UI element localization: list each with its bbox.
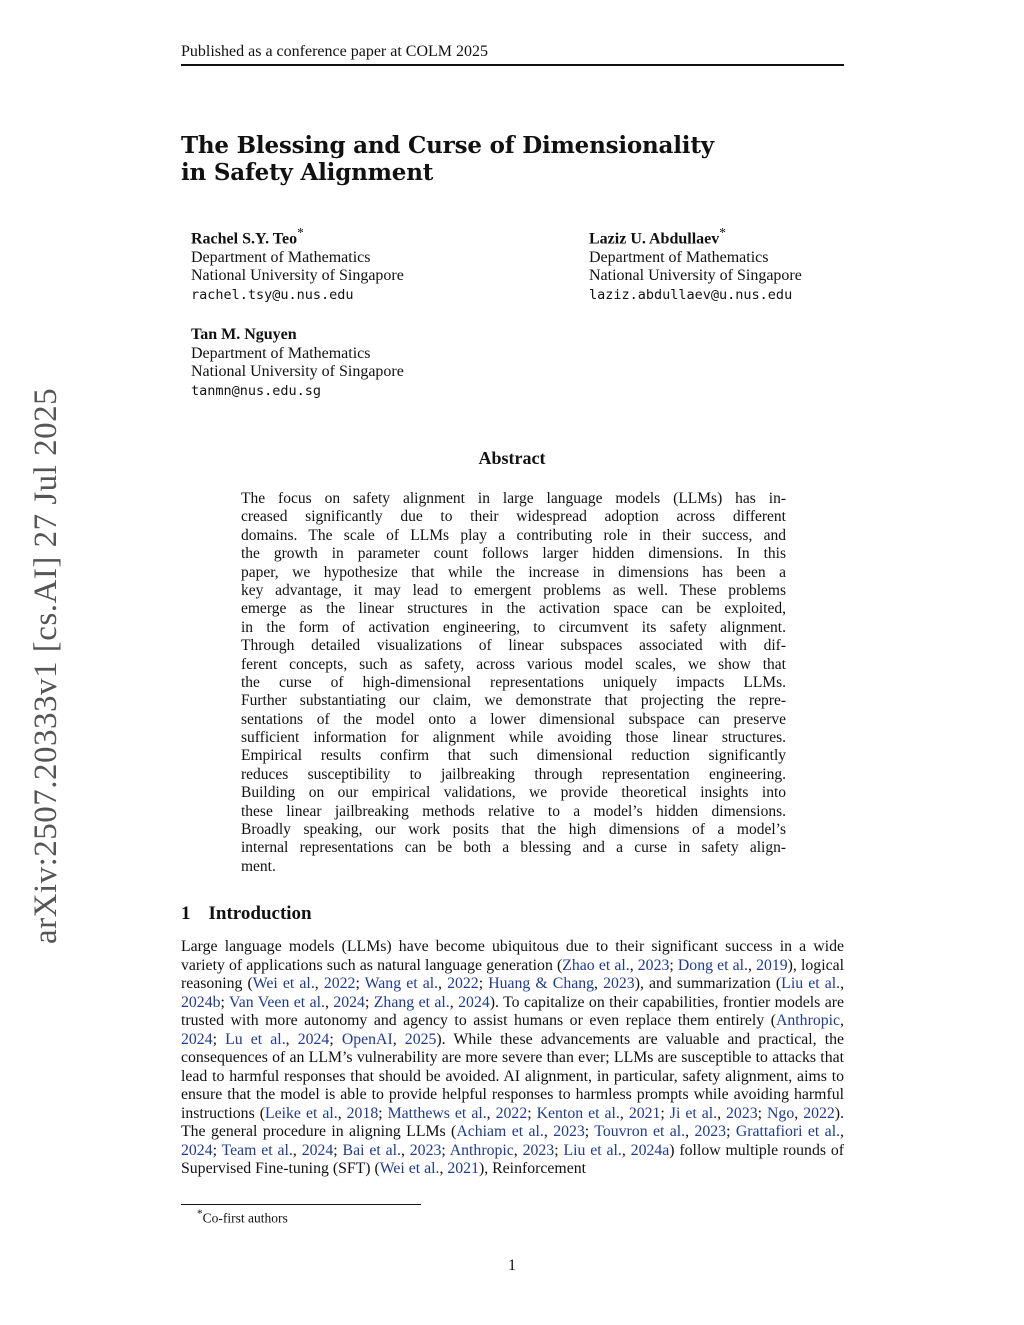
citation-link[interactable]: Zhao et al. [562, 956, 630, 974]
body-text: , [794, 1104, 804, 1122]
footnote [197, 1208, 288, 1227]
footnote-rule [181, 1204, 421, 1205]
citation-link[interactable]: 2023 [726, 1104, 758, 1122]
citation-link[interactable]: Ngo [767, 1104, 795, 1122]
citation-link[interactable]: 2022 [323, 975, 356, 992]
abstract-line: paper, we hypothesize that while the increase in dimensions has been a [241, 563, 786, 581]
citation-link[interactable]: 2024a [630, 1141, 670, 1159]
author-dept: Department of Mathematics [191, 344, 371, 362]
author-inst: National University of Singapore [589, 267, 802, 285]
citation-link[interactable]: Lu et al. [225, 1030, 286, 1048]
body-text: ; [212, 1030, 226, 1048]
citation-link[interactable]: 2024b [181, 993, 221, 1011]
body-text: , [543, 1123, 554, 1140]
body-text: , [292, 1141, 302, 1159]
author-name: Laziz U. Abdullaev [589, 230, 720, 248]
author-block-3 [191, 326, 404, 400]
citation-link[interactable]: 2018 [346, 1104, 379, 1122]
author-dept: Department of Mathematics [191, 248, 371, 266]
body-text: ; [584, 1123, 595, 1140]
abstract-heading: Abstract [478, 448, 546, 468]
body-text: , [324, 993, 334, 1011]
body-text: , [717, 1104, 727, 1122]
author-inst: National University of Singapore [191, 363, 404, 380]
abstract-line: Building on our empirical validations, we provide theoretical insights into [241, 784, 786, 802]
citation-link[interactable]: 2024 [458, 993, 490, 1011]
abstract-line: creased significantly due to their widespread adoption across different [241, 508, 786, 526]
title-line-1: The Blessing and Curse of Dimensionality [181, 132, 714, 159]
abstract-line: key advantage, it may lead to emergent problems as well. These problems [241, 581, 786, 599]
citation-link[interactable]: 2023 [409, 1141, 442, 1159]
abstract-line: Further substantiating our claim, we demonstrate that projecting the repre- [241, 692, 786, 710]
body-text: , [438, 975, 448, 992]
author-email[interactable]: rachel.tsy@u.nus.edu [191, 286, 354, 303]
citation-link[interactable]: 2022 [495, 1104, 528, 1122]
header-rule [181, 64, 844, 66]
citation-link[interactable]: 2023 [694, 1123, 727, 1140]
citation-link[interactable]: Kenton et al. [536, 1104, 620, 1122]
body-text: ), and summarization ( [634, 975, 782, 992]
body-text: ; [757, 1104, 768, 1122]
body-text: Large language models (LLMs) have become ubiquitous due to their significant success in a wide variety of applications such as natural language generation ( [181, 938, 844, 974]
abstract-line: internal representations can be both a blessing and a curse in safety align- [241, 839, 786, 857]
section-heading-introduction [181, 903, 312, 925]
body-text: ; [478, 975, 489, 992]
author-name: Rachel S.Y. Teo [191, 230, 298, 248]
body-text: ; [378, 1104, 388, 1122]
author-name: Tan M. Nguyen [191, 326, 297, 343]
author-email[interactable]: laziz.abdullaev@u.nus.edu [589, 286, 793, 303]
title-line-2: in Safety Alignment [181, 159, 434, 186]
citation-link[interactable]: Zhang et al. [373, 993, 450, 1011]
body-text: , [840, 1012, 844, 1029]
body-text: ), Reinforcement [478, 1160, 586, 1177]
abstract-line: The focus on safety alignment in large language models (LLMs) has in- [241, 490, 786, 507]
citation-link[interactable]: 2023 [637, 956, 670, 974]
body-text: , [513, 1141, 523, 1159]
abstract-body [241, 490, 786, 876]
body-text: ; [329, 1030, 342, 1048]
body-text: ; [554, 1141, 564, 1159]
citation-link[interactable]: 2024 [301, 1141, 334, 1159]
body-text: , [619, 1104, 629, 1122]
citation-link[interactable]: 2022 [447, 975, 479, 992]
abstract-line: emerge as the linear structures in the activation space can be exploited, [241, 600, 786, 618]
body-text: , [337, 1104, 347, 1122]
abstract-line: domains. The scale of LLMs play a contributing role in their success, and [241, 526, 786, 544]
citation-link[interactable]: 2023 [553, 1123, 585, 1140]
body-text: ; [527, 1104, 537, 1122]
citation-link[interactable]: 2024 [181, 1141, 213, 1159]
abstract-line: Through detailed visualizations of linear subspaces associated with dif- [241, 637, 786, 655]
body-text: , [621, 1141, 631, 1159]
body-text: ; [660, 1104, 670, 1122]
citation-link[interactable]: 2023 [603, 975, 635, 992]
citation-link[interactable]: 2024 [333, 993, 365, 1011]
abstract-line: sentations of the model onto a lower dimensional subspace can preserve [241, 710, 786, 728]
body-text: ). To capitalize on their capabilities, frontier models are trusted with more autonomy and agency to assist humans or even replace them entirely ( [181, 993, 845, 1029]
author-block-2 [589, 224, 802, 304]
author-dept: Department of Mathematics [589, 248, 769, 266]
citation-link[interactable]: Ji et al. [669, 1104, 718, 1122]
citation-link[interactable]: Matthews et al. [387, 1104, 487, 1122]
body-text: , [840, 1123, 844, 1140]
body-text: ; [355, 975, 365, 992]
body-text: ; [220, 993, 230, 1011]
citation-link[interactable]: Achiam et al. [456, 1123, 544, 1140]
body-text: , [486, 1104, 496, 1122]
citation-link[interactable]: Liu et al. [563, 1141, 622, 1159]
body-text: , [685, 1123, 695, 1140]
section-number: 1 [181, 903, 191, 924]
citation-link[interactable]: OpenAI [341, 1030, 393, 1048]
body-text: ). The general procedure in aligning LLMs ( [181, 1104, 844, 1140]
citation-link[interactable]: Anthropic [449, 1141, 514, 1159]
citation-link[interactable]: Van Veen et al. [229, 993, 325, 1011]
abstract-line: the curse of high-dimensional representations uniquely impacts LLMs. [241, 673, 786, 691]
citation-link[interactable]: Wei et al. [379, 1160, 440, 1177]
footnote-mark: * [197, 1208, 203, 1220]
body-text: ), logical reasoning ( [181, 956, 844, 992]
citation-link[interactable]: Huang & Chang [488, 975, 595, 992]
body-text: ; [441, 1141, 450, 1159]
body-text: ). While these advancements are valuable and practical, the consequences of an LLM’s vulnerability are more severe than ever; LLMs are susceptible to attacks that lead to harmful responses that should be avoided. AI alignment, in particular, safety alignment, aims to ensure that the model is able to provide helpful responses to harmless prompts while avoiding harmful instructions ( [181, 1030, 844, 1122]
citation-link[interactable]: 2024 [181, 1030, 213, 1048]
arxiv-identifier: arXiv:2507.20333v1 [cs.AI] 27 Jul 2025 [28, 387, 64, 944]
abstract-line: reduces susceptibility to jailbreaking through representation engineering. [241, 765, 786, 783]
section-title: Introduction [208, 903, 312, 924]
abstract-line: sufficient information for alignment while avoiding those linear structures. [241, 729, 786, 747]
citation-link[interactable]: Anthropic [775, 1012, 841, 1029]
citation-link[interactable]: 2021 [628, 1104, 661, 1122]
citation-link[interactable]: Touvron et al. [594, 1123, 686, 1140]
paper-title [181, 132, 714, 186]
author-mark: * [719, 225, 726, 240]
introduction-paragraph [181, 938, 844, 1179]
citation-link[interactable]: Grattafiori et al. [735, 1123, 841, 1140]
body-text: , [594, 975, 604, 992]
body-text: , [392, 1030, 405, 1048]
author-inst: National University of Singapore [191, 267, 404, 285]
body-text: ; [669, 956, 678, 974]
abstract-line: the growth in parameter count follows larger hidden dimensions. In this [241, 545, 786, 563]
citation-link[interactable]: 2019 [756, 956, 788, 974]
abstract-line: Empirical results confirm that such dimensional reduction significantly [241, 747, 786, 765]
author-block-1 [191, 224, 404, 304]
abstract-line: these linear jailbreaking methods relative to a model’s hidden dimensions. [241, 802, 786, 820]
citation-link[interactable]: Wei et al. [252, 975, 315, 992]
body-text: , [629, 956, 638, 974]
citation-link[interactable]: 2022 [803, 1104, 835, 1122]
page-number: 1 [508, 1257, 516, 1274]
citation-link[interactable]: Bai et al. [342, 1141, 401, 1159]
citation-link[interactable]: Liu et al. [781, 975, 841, 992]
footnote-text: Co-first authors [202, 1210, 288, 1226]
author-mark: * [297, 225, 304, 240]
citation-link[interactable]: 2024 [297, 1030, 330, 1048]
citation-link[interactable]: Leike et al. [264, 1104, 338, 1122]
author-email[interactable]: tanmn@nus.edu.sg [191, 382, 322, 399]
body-text: ; [333, 1141, 343, 1159]
body-text: , [400, 1141, 410, 1159]
abstract-line: Broadly speaking, our work posits that the high dimensions of a model’s [241, 821, 786, 839]
abstract-line: ment. [241, 857, 276, 875]
body-text: , [439, 1160, 448, 1177]
body-text: ) follow multiple rounds of Supervised Fine-tuning (SFT) ( [181, 1141, 845, 1177]
body-text: ; [364, 993, 374, 1011]
body-text: , [314, 975, 324, 992]
running-header: Published as a conference paper at COLM 2025 [181, 43, 489, 60]
citation-link[interactable]: Dong et al. [677, 956, 748, 974]
citation-link[interactable]: Team et al. [221, 1141, 293, 1159]
body-text: , [748, 956, 757, 974]
citation-link[interactable]: Wang et al. [364, 975, 439, 992]
citation-link[interactable]: 2023 [522, 1141, 555, 1159]
abstract-line: in the form of activation engineering, to circumvent its safety alignment. [241, 618, 786, 636]
body-text: , [285, 1030, 298, 1048]
body-text: ; [212, 1141, 222, 1159]
body-text: , [449, 993, 459, 1011]
body-text: ; [726, 1123, 736, 1140]
abstract-line: ferent concepts, such as safety, across various model scales, we show that [241, 655, 786, 673]
body-text: , [840, 975, 845, 992]
citation-link[interactable]: 2025 [404, 1030, 437, 1048]
citation-link[interactable]: 2021 [447, 1160, 479, 1177]
